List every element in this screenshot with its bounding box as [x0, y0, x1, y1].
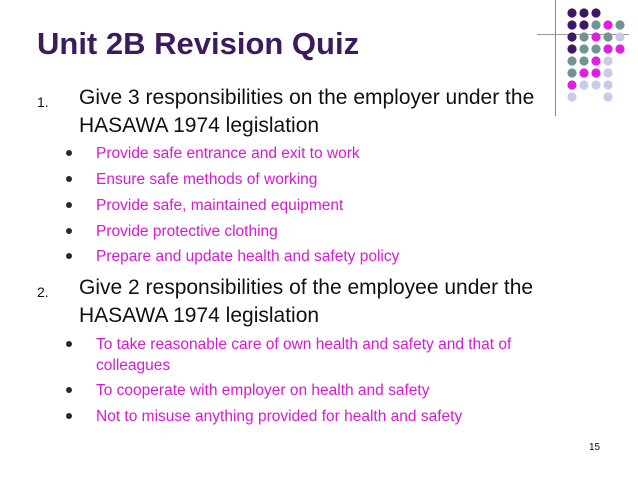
dot	[567, 44, 576, 53]
question-line: Give 3 responsibilities on the employer under the	[79, 86, 535, 109]
question-text	[79, 84, 599, 140]
question-number: 1.	[37, 94, 49, 110]
dot	[603, 80, 612, 89]
answer-text: Provide safe, maintained equipment	[96, 197, 344, 214]
answer-text: To take reasonable care of own health and safety and that of colleagues	[96, 336, 512, 374]
dot	[603, 32, 612, 41]
question-text	[79, 274, 599, 330]
dot	[579, 8, 588, 17]
question-line: HASAWA 1974 legislation	[79, 114, 320, 137]
dot	[591, 44, 600, 53]
dot	[615, 20, 624, 29]
bullet-dot	[66, 387, 72, 393]
bullet-dot	[66, 253, 72, 259]
dot	[567, 32, 576, 41]
page-number: 15	[589, 442, 601, 453]
dot	[615, 44, 624, 53]
answer-text: Provide safe entrance and exit to work	[96, 145, 360, 162]
dot	[615, 32, 624, 41]
question-line: HASAWA 1974 legislation	[79, 304, 320, 327]
answer-text: Provide protective clothing	[96, 223, 278, 240]
dot	[591, 8, 600, 17]
bullet-dot	[66, 202, 72, 208]
answer-text: Ensure safe methods of working	[96, 171, 318, 188]
bullet-dot	[66, 413, 72, 419]
dot	[603, 44, 612, 53]
dot	[591, 32, 600, 41]
dot	[603, 20, 612, 29]
dot	[567, 56, 576, 65]
dot	[579, 44, 588, 53]
dot	[603, 92, 612, 101]
dot	[579, 68, 588, 77]
dot	[567, 8, 576, 17]
bullet-dot	[66, 150, 72, 156]
dot	[567, 68, 576, 77]
slide-title: Unit 2B Revision Quiz	[37, 26, 360, 61]
dot	[579, 56, 588, 65]
answer-text: Prepare and update health and safety policy	[96, 248, 400, 265]
dot	[591, 68, 600, 77]
dot	[603, 68, 612, 77]
bullet-dot	[66, 228, 72, 234]
dot	[591, 56, 600, 65]
dot	[567, 20, 576, 29]
dot	[579, 20, 588, 29]
answer-text: To cooperate with employer on health and safety	[96, 382, 430, 399]
dot	[603, 56, 612, 65]
question-number: 2.	[37, 284, 49, 300]
bullet-dot	[66, 176, 72, 182]
dot	[579, 32, 588, 41]
bullet-dot	[66, 341, 72, 347]
question-line: Give 2 responsibilities of the employee under the	[79, 276, 534, 299]
dot	[591, 20, 600, 29]
answer-text: Not to misuse anything provided for health and safety	[96, 408, 463, 425]
